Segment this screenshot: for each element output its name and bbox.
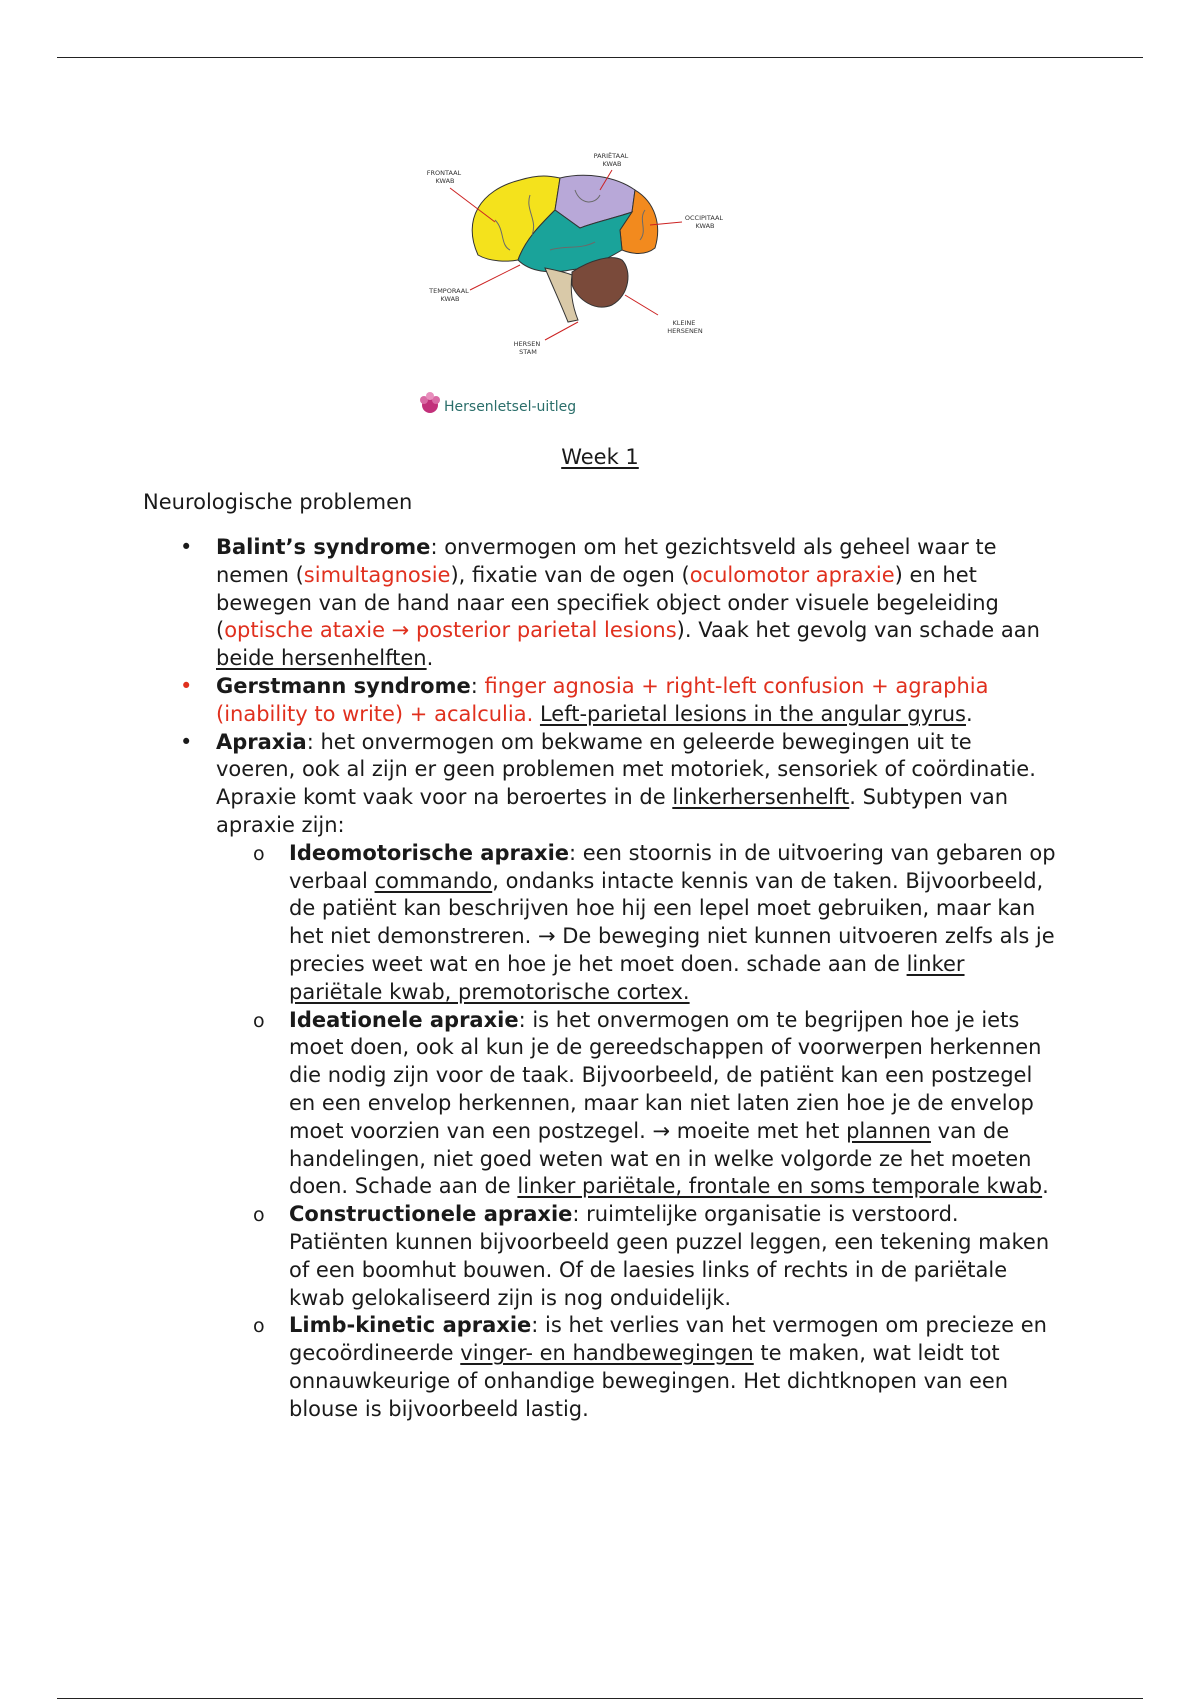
brand-name: Hersenletsel-uitleg: [444, 399, 577, 415]
term-constructional: Constructionele apraxie: [289, 1202, 573, 1227]
label-cerebellum: KLEINE HERSENEN: [667, 319, 703, 335]
sublist-item-ideational: o Ideationele apraxie: is het onvermogen om te begrijpen hoe je iets moet doen, ook al kun je de gereedschappen of voorwerpen herkennen die nodig zijn voor de taak. Bijvoorbeeld, de patiënt kan een postzegel en een envelop herkennen, maar kan niet laten zien hoe je de envelop moet voorzien van een postzegel. → moeite met het plannen van de handelingen, niet goed weten wat en in welke volgorde ze het moeten doen. Schade aan de linker pariëtale, frontale en soms temporale kwab.: [253, 1007, 1049, 1199]
term-balint: Balint’s syndrome: [216, 535, 431, 559]
list-item-apraxia: • Apraxia: het onvermogen om bekwame en geleerde bewegingen uit te voeren, ook al zijn er geen problemen met motoriek, sensoriek of coördinatie. Apraxie komt vaak voor na beroertes in de linkerhersenhelft. Subtypen van apraxie zijn:: [180, 729, 1036, 837]
circle-bullet-icon: o: [253, 1009, 265, 1032]
sublist-item-limb-kinetic: o Limb-kinetic apraxie: is het verlies van het vermogen om precieze en gecoördineerde vinger- en handbewegingen te maken, wat leidt tot onnauwkeurige of onhandige bewegingen. Het dichtknopen van een blouse is bijvoorbeeld lastig.: [253, 1313, 1047, 1421]
sublist-item-constructional: o Constructionele apraxie: ruimtelijke organisatie is verstoord. Patiënten kunnen bijvoorbeeld geen puzzel leggen, een tekening maken of een boomhut bouwen. Of de laesies links of rechts in de pariëtale kwab gelokaliseerd zijn is nog onduidelijk.: [253, 1202, 1050, 1310]
term-limb-kinetic: Limb-kinetic apraxie: [289, 1313, 532, 1338]
document-body: [180, 534, 1056, 1424]
label-occipital: OCCIPITAAL KWAB: [684, 214, 724, 230]
sublist-item-ideomotor: o Ideomotorische apraxie: een stoornis in de uitvoering van gebaren op verbaal commando, ondanks intacte kennis van de taken. Bijvoorbeeld, de patiënt kan beschrijven hoe hij een lepel moet gebruiken, maar kan het niet demonstreren. → De beweging niet kunnen uitvoeren zelfs als je precies weet wat en hoe je het moet doen. schade aan de linker pariëtale kwab, premotorische cortex.: [253, 840, 1056, 1004]
label-frontal: FRONTAAL KWAB: [426, 169, 462, 185]
circle-bullet-icon: o: [253, 1315, 265, 1338]
circle-bullet-icon: o: [253, 1204, 265, 1227]
label-temporal: TEMPORAAL KWAB: [429, 287, 469, 303]
bullet-icon: •: [180, 729, 193, 754]
brand-logo-icon: [420, 392, 440, 413]
week-title: Week 1: [561, 445, 639, 469]
header-rule: [57, 57, 1143, 58]
bullet-icon: •: [180, 673, 193, 698]
label-stem: HERSEN STAM: [513, 340, 541, 356]
term-ideomotor: Ideomotorische apraxie: [289, 840, 570, 865]
brain-diagram: [400, 150, 800, 425]
term-ideational: Ideationele apraxie: [289, 1007, 519, 1032]
term-apraxia: Apraxia: [216, 729, 307, 754]
bullet-icon: •: [180, 535, 193, 559]
footer-rule: [57, 1698, 1143, 1699]
label-parietal: PARIËTAAL KWAB: [593, 152, 629, 168]
term-gerstmann: Gerstmann syndrome: [216, 673, 471, 698]
list-item-balint: • Balint’s syndrome: onvermogen om het gezichtsveld als geheel waar te nemen (simultagnosie), fixatie van de ogen (oculomotor apraxie) en het bewegen van de hand naar een specifiek object onder visuele begeleiding (optische ataxie → posterior parietal lesions). Vaak het gevolg van schade aan beide hersenhelften.: [180, 535, 1040, 671]
circle-bullet-icon: o: [253, 842, 265, 865]
section-title: Neurologische problemen: [143, 490, 413, 514]
list-item-gerstmann: • Gerstmann syndrome: finger agnosia + right-left confusion + agraphia (inability to write) + acalculia. Left-parietal lesions in the angular gyrus.: [180, 673, 989, 726]
